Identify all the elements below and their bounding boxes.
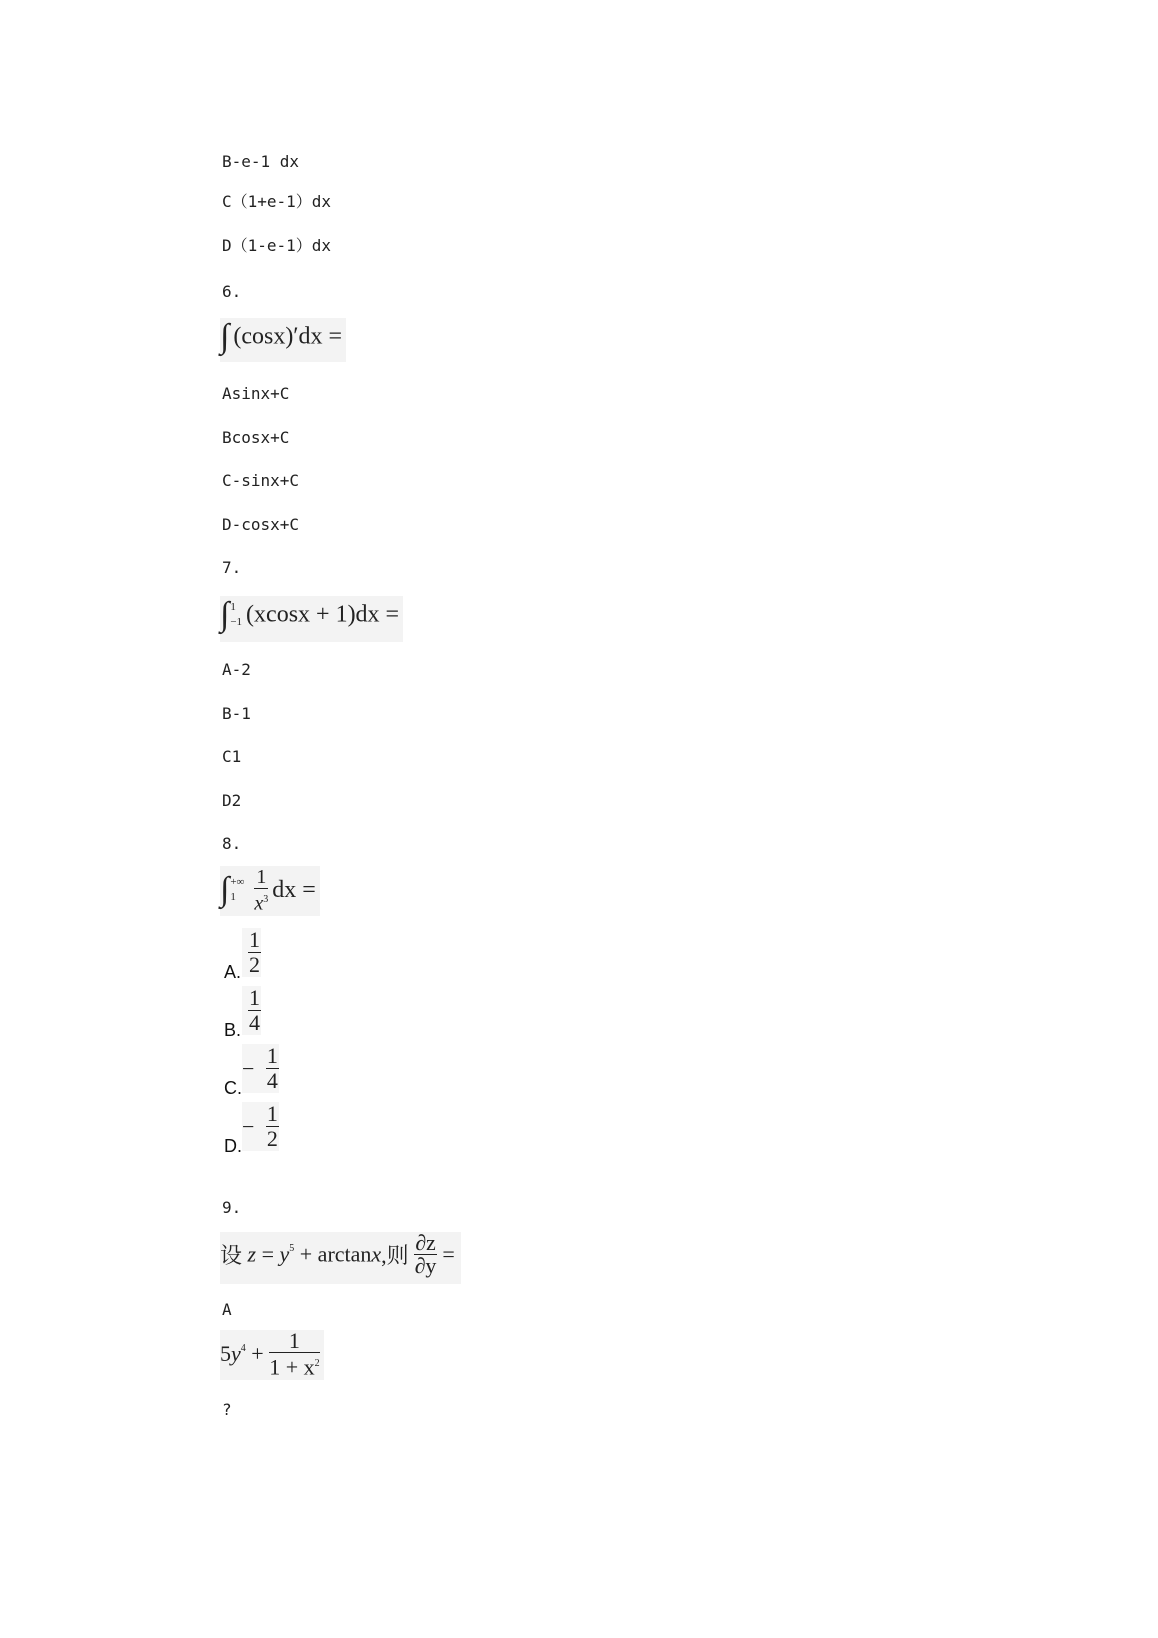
q7-formula [220,596,403,642]
q9-trailing-mark: ? [222,1400,232,1419]
q8-number: 8. [222,834,242,853]
q9-z: z [247,1241,257,1267]
option-sign: − [242,1113,255,1139]
q8-formula [220,866,320,916]
q9-option-a-label: A [222,1300,232,1319]
q9-partial-num: ∂z [415,1230,436,1255]
option-denominator: 4 [249,1010,260,1035]
q9-power: 5 [289,1243,295,1255]
option-sign: − [242,1055,255,1081]
option-label: B. [224,1020,242,1040]
option-value [242,1102,279,1151]
option-label: D. [224,1136,242,1156]
option-value [242,928,261,977]
q5-option-c: C（1+e-1）dx [222,192,332,211]
q9a-fraction [269,1330,319,1378]
q9-x: x [371,1241,382,1267]
q9a-den-power: 2 [314,1358,320,1369]
q8-tail: dx = [272,876,316,903]
q9a-den-base: 1 + x [269,1354,315,1380]
q9-arctan: + arctan [294,1241,372,1267]
q7-limits [230,600,242,630]
option-fraction [266,1044,279,1093]
q9a-plus: + [245,1341,270,1367]
option-numerator: 1 [266,1043,278,1068]
option-denominator: 2 [249,952,260,977]
q6-integrand: (cosx)′dx = [233,323,343,350]
q6-option-b: Bcosx+C [222,428,290,447]
integral-sign: ∫ [220,318,230,355]
q9-number: 9. [222,1198,242,1217]
q9-option-a-formula [220,1330,324,1380]
q5-option-b: B-e-1 dx [222,152,300,171]
q8-fraction [254,866,268,915]
q9a-y: y [231,1341,241,1367]
option-value [242,1044,279,1093]
q5-option-d: D（1-e-1）dx [222,236,332,255]
q7-option-c: C1 [222,747,242,766]
option-denominator: 4 [266,1068,278,1093]
q6-option-d: D-cosx+C [222,515,300,534]
option-label: A. [224,962,242,982]
q8-denominator-power: 3 [263,894,269,905]
q7-lower-limit: −1 [230,616,243,628]
option-value [242,986,261,1035]
q9-formula [220,1232,461,1284]
option-fraction [248,928,261,977]
q7-integrand: (xcosx + 1)dx = [246,601,400,628]
q7-option-a: A-2 [222,660,251,679]
q9a-power: 4 [240,1342,246,1354]
q8-limits [230,875,244,905]
q6-number: 6. [222,282,242,301]
q9-then: ,则 [381,1243,409,1268]
q8-numerator: 1 [256,866,267,888]
q8-denominator [254,889,268,915]
q9-y: y [279,1241,290,1267]
option-numerator: 1 [266,1101,278,1126]
q6-formula [220,318,346,362]
option-fraction [266,1102,279,1151]
option-numerator: 1 [249,985,260,1010]
option-label: C. [224,1078,242,1098]
q9-tail: = [436,1241,455,1267]
q9a-num: 1 [269,1330,319,1353]
q9-partial-fraction [414,1232,437,1277]
q7-number: 7. [222,558,242,577]
q8-lower-limit: 1 [230,891,236,904]
q7-option-d: D2 [222,791,242,810]
q8-denominator-base: x [254,892,264,915]
q9a-coef: 5 [220,1341,231,1367]
option-numerator: 1 [249,927,260,952]
option-denominator: 2 [266,1126,278,1151]
q8-upper-limit: +∞ [230,876,245,889]
q7-option-b: B-1 [222,704,251,723]
q9-eq: = [261,1241,280,1267]
integral-sign: ∫ [220,871,230,909]
q9-prefix: 设 [220,1243,243,1268]
q6-option-c: C-sinx+C [222,471,300,490]
q9a-den [269,1353,319,1378]
integral-sign: ∫ [220,596,230,633]
q7-upper-limit: 1 [230,601,236,613]
q6-option-a: Asinx+C [222,384,290,403]
q9-partial-den: ∂y [414,1253,437,1278]
option-fraction [248,986,261,1035]
